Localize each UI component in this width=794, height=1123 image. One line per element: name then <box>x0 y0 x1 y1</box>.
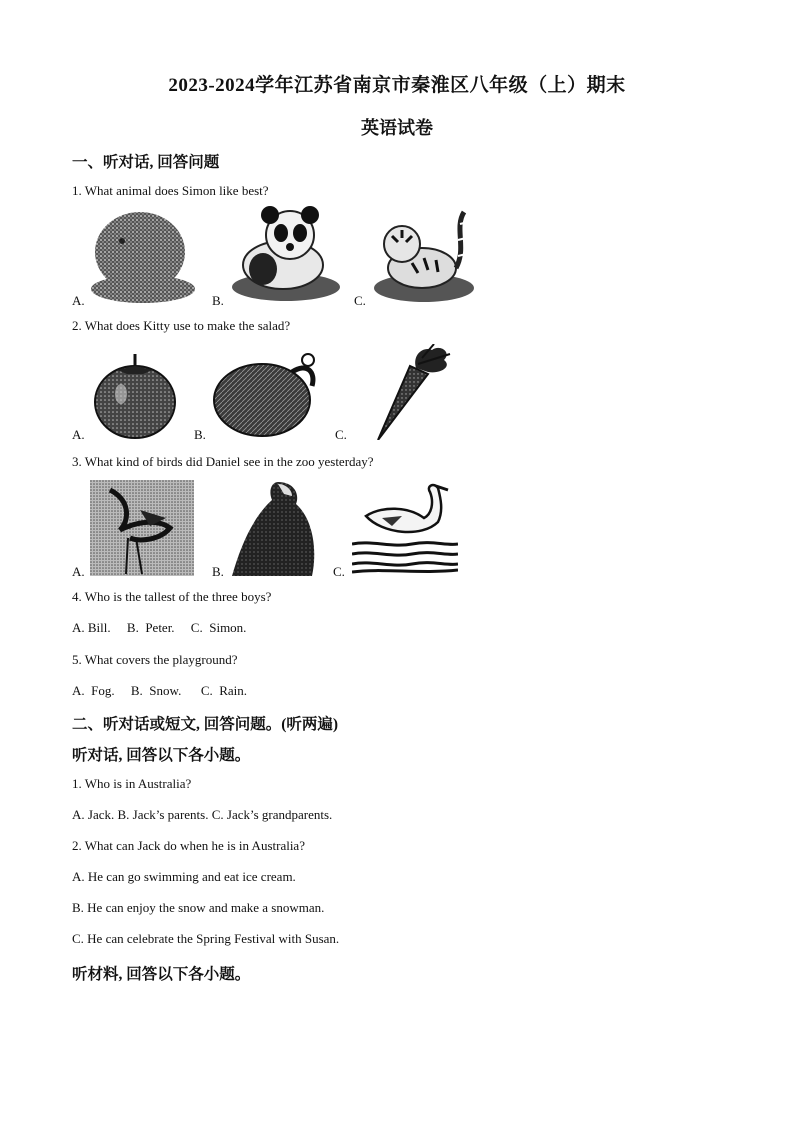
section-2-subheading: 听对话, 回答以下各小题。 <box>72 747 251 764</box>
question-5: 5. What covers the playground? <box>72 652 238 667</box>
tiger-picture-icon[interactable] <box>372 208 478 304</box>
question-4: 4. Who is the tallest of the three boys? <box>72 589 272 604</box>
page-title: 2023-2024学年江苏省南京市秦淮区八年级（上）期末 <box>168 75 626 96</box>
eagle-picture-icon[interactable] <box>232 478 318 576</box>
s2-question-2-option-a: A. He can go swimming and eat ice cream. <box>72 869 296 884</box>
crane-picture-icon[interactable] <box>90 480 194 576</box>
option-b-label: B. <box>212 564 224 579</box>
s2-question-1-options: A. Jack. B. Jack’s parents. C. Jack’s grandparents. <box>72 807 333 822</box>
s2-question-2-option-b: B. He can enjoy the snow and make a snowman. <box>72 900 325 915</box>
s2-question-2: 2. What can Jack do when he is in Australia? <box>72 838 305 853</box>
swan-picture-icon[interactable] <box>352 482 458 576</box>
panda-picture-icon[interactable] <box>228 205 346 303</box>
option-c-label: C. <box>333 564 345 579</box>
option-b-label: B. <box>212 293 224 308</box>
question-1: 1. What animal does Simon like best? <box>72 183 269 198</box>
bear-picture-icon[interactable] <box>88 207 198 305</box>
option-a-label: A. <box>72 564 85 579</box>
carrot-picture-icon[interactable] <box>372 344 452 440</box>
page-subtitle: 英语试卷 <box>361 118 433 138</box>
section-2-subheading-2: 听材料, 回答以下各小题。 <box>72 966 251 983</box>
question-2: 2. What does Kitty use to make the salad? <box>72 318 291 333</box>
s2-question-2-option-c: C. He can celebrate the Spring Festival with Susan. <box>72 931 340 946</box>
question-3: 3. What kind of birds did Daniel see in the zoo yesterday? <box>72 454 374 469</box>
tomato-picture-icon[interactable] <box>91 350 181 442</box>
chicken-picture-icon[interactable] <box>212 352 322 440</box>
question-4-options: A. Bill. B. Peter. C. Simon. <box>72 620 247 635</box>
option-c-label: C. <box>335 427 347 442</box>
option-c-label: C. <box>354 293 366 308</box>
option-a-label: A. <box>72 293 85 308</box>
section-1-heading: 一、听对话, 回答问题 <box>72 154 220 171</box>
option-a-label: A. <box>72 427 85 442</box>
option-b-label: B. <box>194 427 206 442</box>
question-5-options: A. Fog. B. Snow. C. Rain. <box>72 683 248 698</box>
s2-question-1: 1. Who is in Australia? <box>72 776 192 791</box>
section-2-heading: 二、听对话或短文, 回答问题。(听两遍) <box>72 716 339 733</box>
